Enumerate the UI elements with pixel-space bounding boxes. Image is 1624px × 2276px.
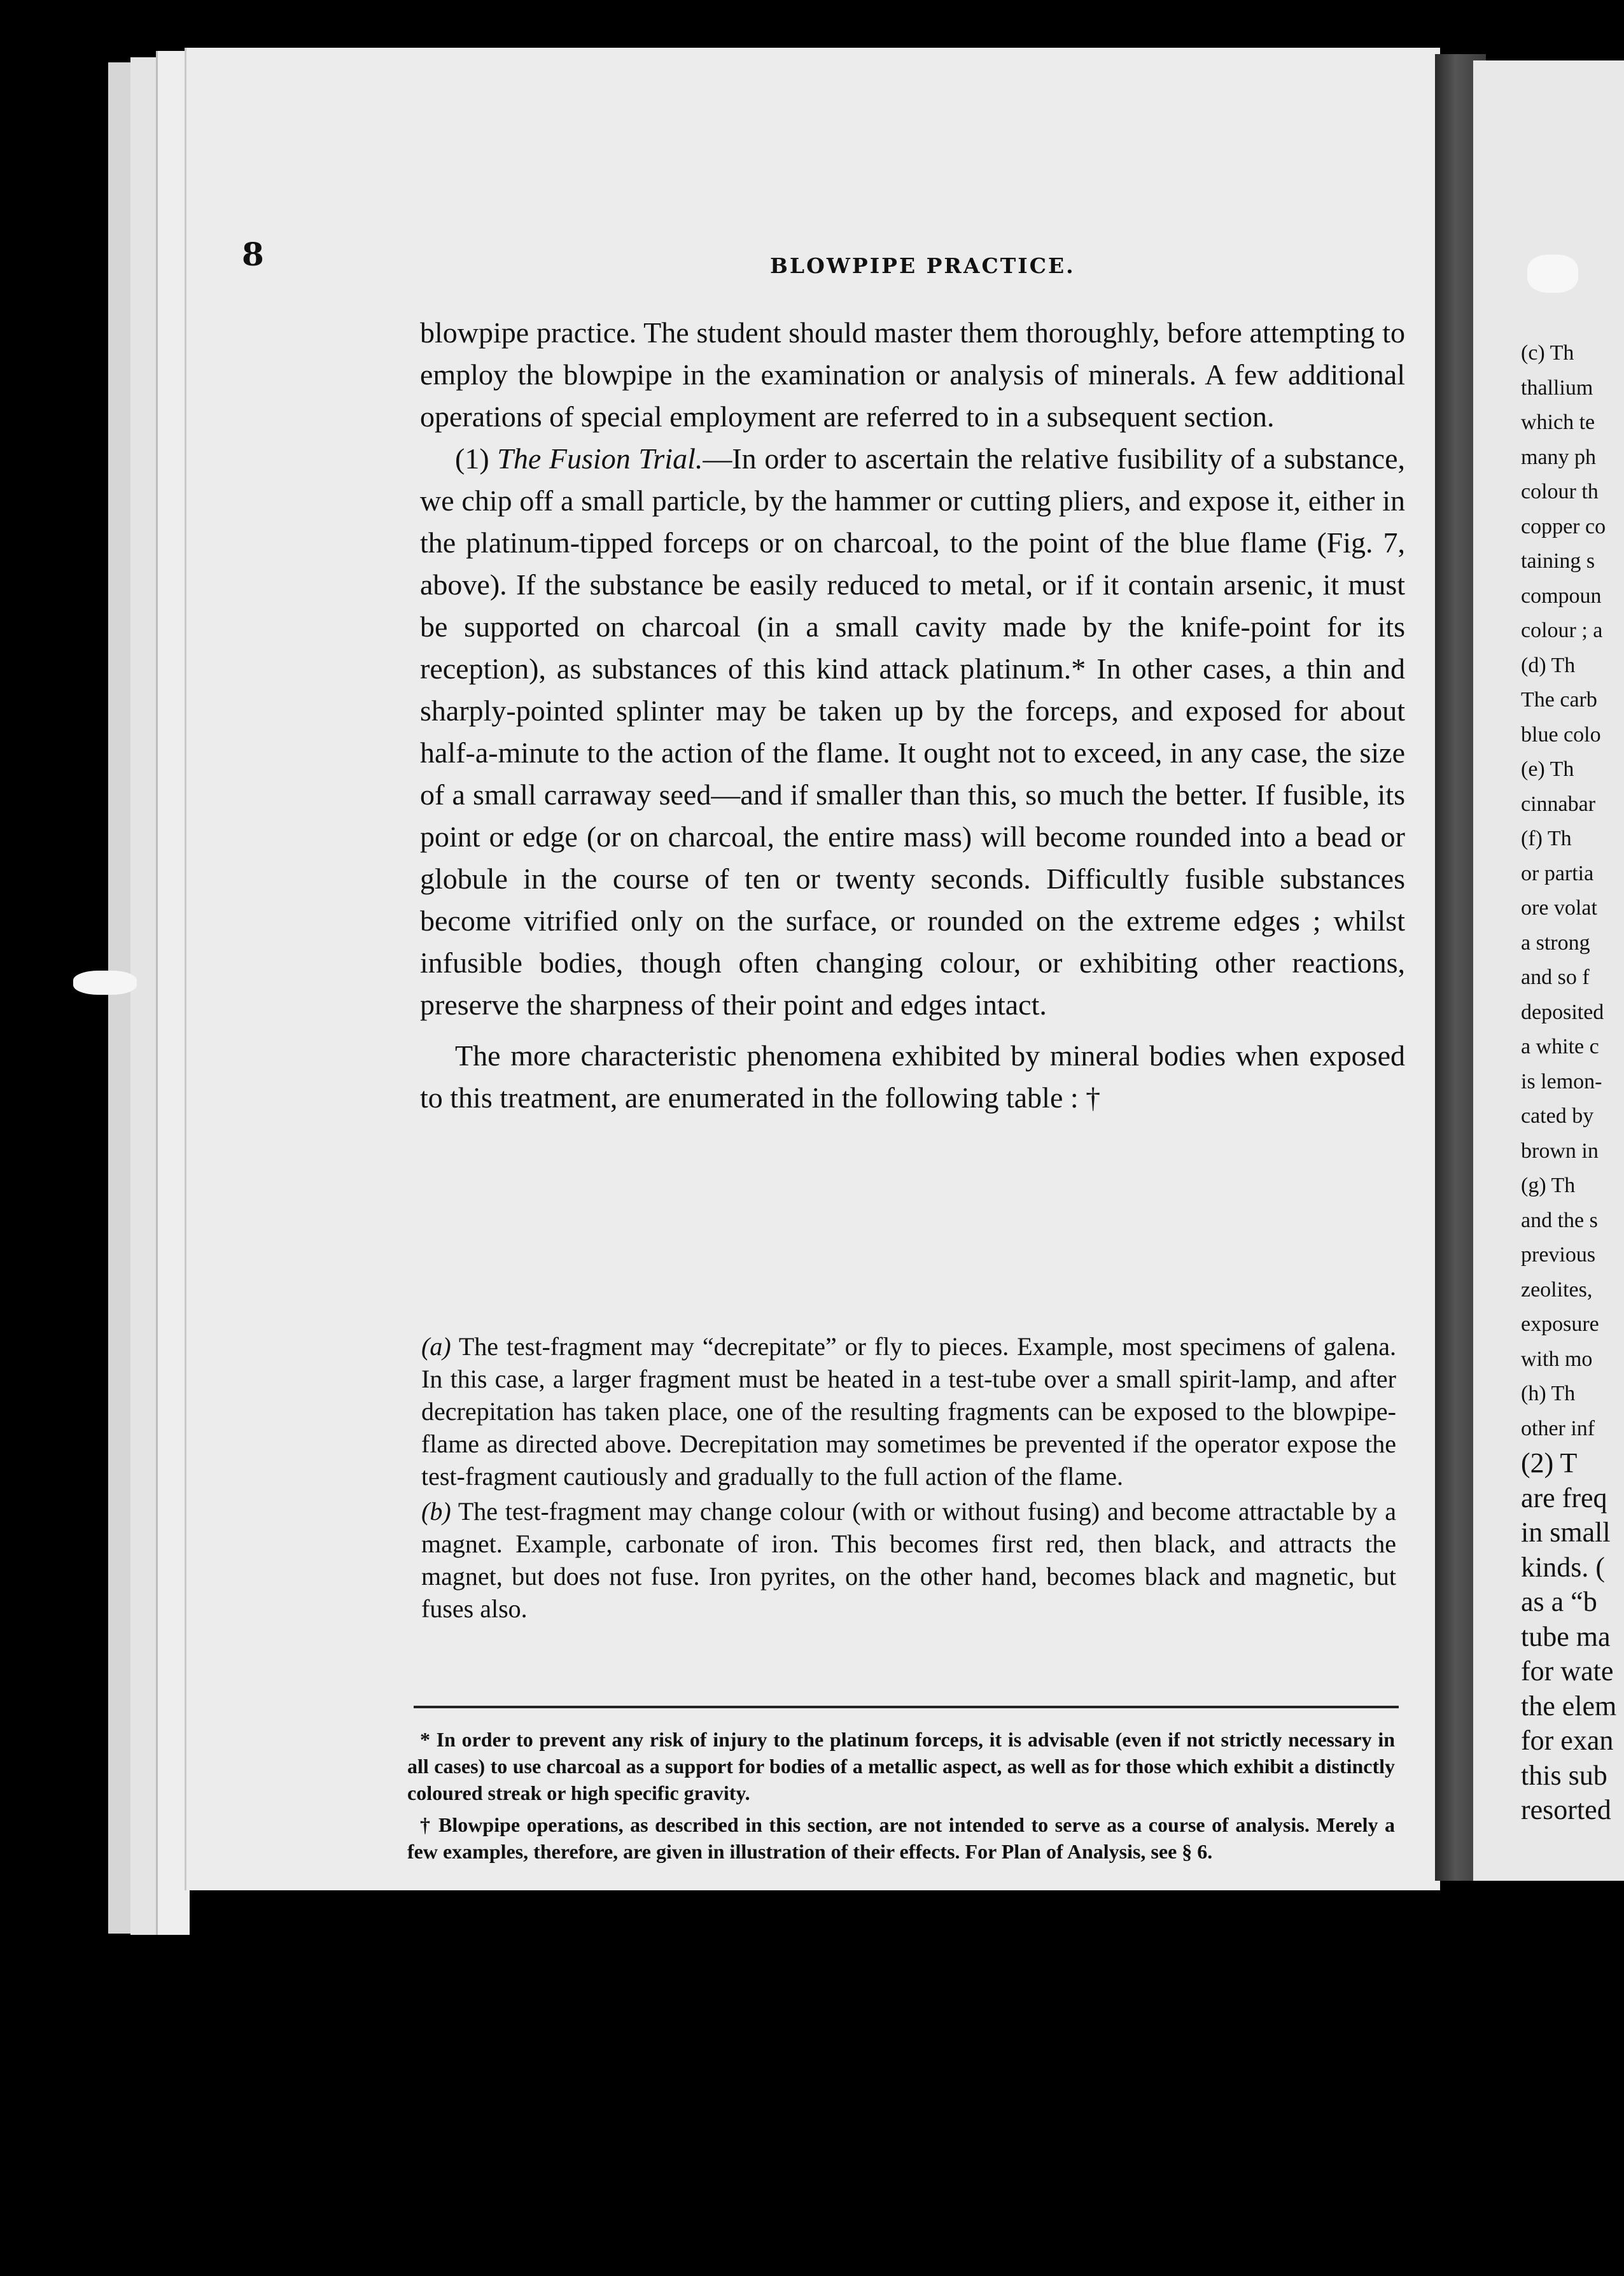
item-text: The test-fragment may change colour (with or without fusing) and become attractable by a magnet. Example, carbonate of iron. This becomes first red, then black, and attracts the magnet, but does not fuse. Iron pyrites, on the other hand, becomes black and magnetic, but fuses also. [421, 1497, 1396, 1623]
right-page-line: (2) T [1521, 1447, 1578, 1479]
paragraph: The more characteristic phenomena exhibited by mineral bodies when exposed to this treatment, are enumerated in the following table : † [420, 1039, 1405, 1114]
right-page-line: with mo [1521, 1347, 1593, 1371]
right-page-line: which te [1521, 411, 1595, 434]
scan-blemish [1527, 255, 1578, 293]
right-page-line: the elem [1521, 1690, 1617, 1722]
right-page-line: for wate [1521, 1655, 1614, 1687]
right-page-line: exposure [1521, 1312, 1599, 1336]
table-item [421, 1495, 1396, 1625]
main-text [420, 312, 1405, 1119]
right-page-line: a white c [1521, 1035, 1599, 1058]
right-page-line: other inf [1521, 1416, 1595, 1440]
right-page-line: (h) Th [1521, 1382, 1576, 1405]
page-number: 8 [242, 235, 264, 273]
right-page-line: brown in [1521, 1139, 1599, 1163]
right-page-line: The carb [1521, 688, 1597, 712]
running-head: BLOWPIPE PRACTICE. [770, 253, 1075, 278]
right-page-line: compoun [1521, 584, 1602, 608]
right-page-line: (g) Th [1521, 1174, 1576, 1197]
right-page-line: many ph [1521, 445, 1597, 469]
section-title: The Fusion Trial. [497, 442, 703, 475]
paragraph: blowpipe practice. The student should master them thoroughly, before attempting to employ the blowpipe in the examination or analysis of minerals. A few additional operations of special employment are referred to in a subsequent section. [420, 316, 1405, 433]
footnote-divider [414, 1706, 1399, 1708]
item-label: (a) [421, 1332, 451, 1361]
right-page-line: colour th [1521, 480, 1599, 503]
right-page-line: cated by [1521, 1104, 1594, 1128]
right-page-line: (d) Th [1521, 653, 1576, 677]
right-page-line: and so f [1521, 966, 1590, 989]
scan-blemish [73, 971, 137, 995]
right-page-line: (f) Th [1521, 827, 1572, 850]
right-page-line: taining s [1521, 549, 1595, 573]
right-page-line: (e) Th [1521, 757, 1574, 781]
item-text: The test-fragment may “decrepitate” or fly to pieces. Example, most specimens of galena. In this case, a larger fragment must be heated in a test-tube over a small spirit-lamp, and after decrepitation has taken place, one of the resulting fragments can be exposed to the blowpipe-flame as directed above. Decrepitation may sometimes be prevented if the operator expose the test-fragment cautiously and gradually to the full action of the flame. [421, 1332, 1396, 1491]
right-page-line: blue colo [1521, 722, 1601, 747]
item-label: (b) [421, 1497, 451, 1526]
right-page-line: are freq [1521, 1482, 1607, 1514]
right-page-line: this sub [1521, 1759, 1607, 1791]
right-page-line: in small [1521, 1517, 1611, 1548]
right-page-line: kinds. ( [1521, 1551, 1605, 1583]
right-page-line: deposited [1521, 1000, 1604, 1024]
right-page-line: and the s [1521, 1208, 1598, 1232]
footnote: * In order to prevent any risk of injury to the platinum forceps, it is advisable (even if not strictly necessary in all cases) to use charcoal as a support for bodies of a metallic aspect, as well as for those which exhibit a distinctly coloured streak or high specific gravity. [407, 1728, 1395, 1804]
section-number: (1) [455, 442, 498, 475]
right-page-line: zeolites, [1521, 1277, 1593, 1302]
right-page-line: for exan [1521, 1725, 1614, 1756]
right-page-line: copper co [1521, 514, 1606, 538]
right-page-line: ore volat [1521, 896, 1597, 920]
right-page-text [1521, 336, 1624, 1828]
footnotes [407, 1726, 1395, 1870]
right-page-line: or partia [1521, 861, 1594, 885]
paragraph [420, 438, 1405, 1026]
right-page-line: tube ma [1521, 1620, 1611, 1652]
table-item [421, 1330, 1396, 1493]
section-text: —In order to ascertain the relative fusibility of a substance, we chip off a small particle, by the hammer or cutting pliers, and expose it, either in the platinum-tipped forceps or on charcoal, to the point of the blue flame (Fig. 7, above). If the substance be easily reduced to metal, or if it contain arsenic, it must be supported on charcoal (in a small cavity made by the knife-point for its reception), as substances of this kind attack platinum.* In other cases, a thin and sharply-pointed splinter may be taken up by the forceps, and exposed for about half-a-minute to the action of the flame. It ought not to exceed, in any case, the size of a small carraway seed—and if smaller than this, so much the better. If fusible, its point or edge (or on charcoal, the entire mass) will become rounded into a bead or globule in the course of ten or twenty seconds. Difficultly fusible substances become vitrified only on the surface, or rounded on the extreme edges ; whilst infusible bodies, though often changing colour, or exhibiting other reactions, preserve the sharpness of their point and edges intact. [420, 442, 1405, 1021]
right-page-line: (c) Th [1521, 341, 1574, 365]
phenomena-table [421, 1330, 1396, 1627]
right-page-line: resorted [1521, 1794, 1611, 1825]
right-page-line: is lemon- [1521, 1069, 1602, 1093]
right-page-line: colour ; a [1521, 619, 1603, 642]
right-page-line: as a “b [1521, 1586, 1597, 1617]
right-page-line: thallium [1521, 376, 1593, 400]
right-page-line: cinnabar [1521, 792, 1596, 816]
footnote: † Blowpipe operations, as described in this section, are not intended to serve as a course of analysis. Merely a few examples, therefore, are given in illustration of their effects. For Plan of Analysis, see § 6. [407, 1813, 1395, 1863]
right-page-line: previous [1521, 1243, 1596, 1267]
right-page-line: a strong [1521, 931, 1590, 955]
